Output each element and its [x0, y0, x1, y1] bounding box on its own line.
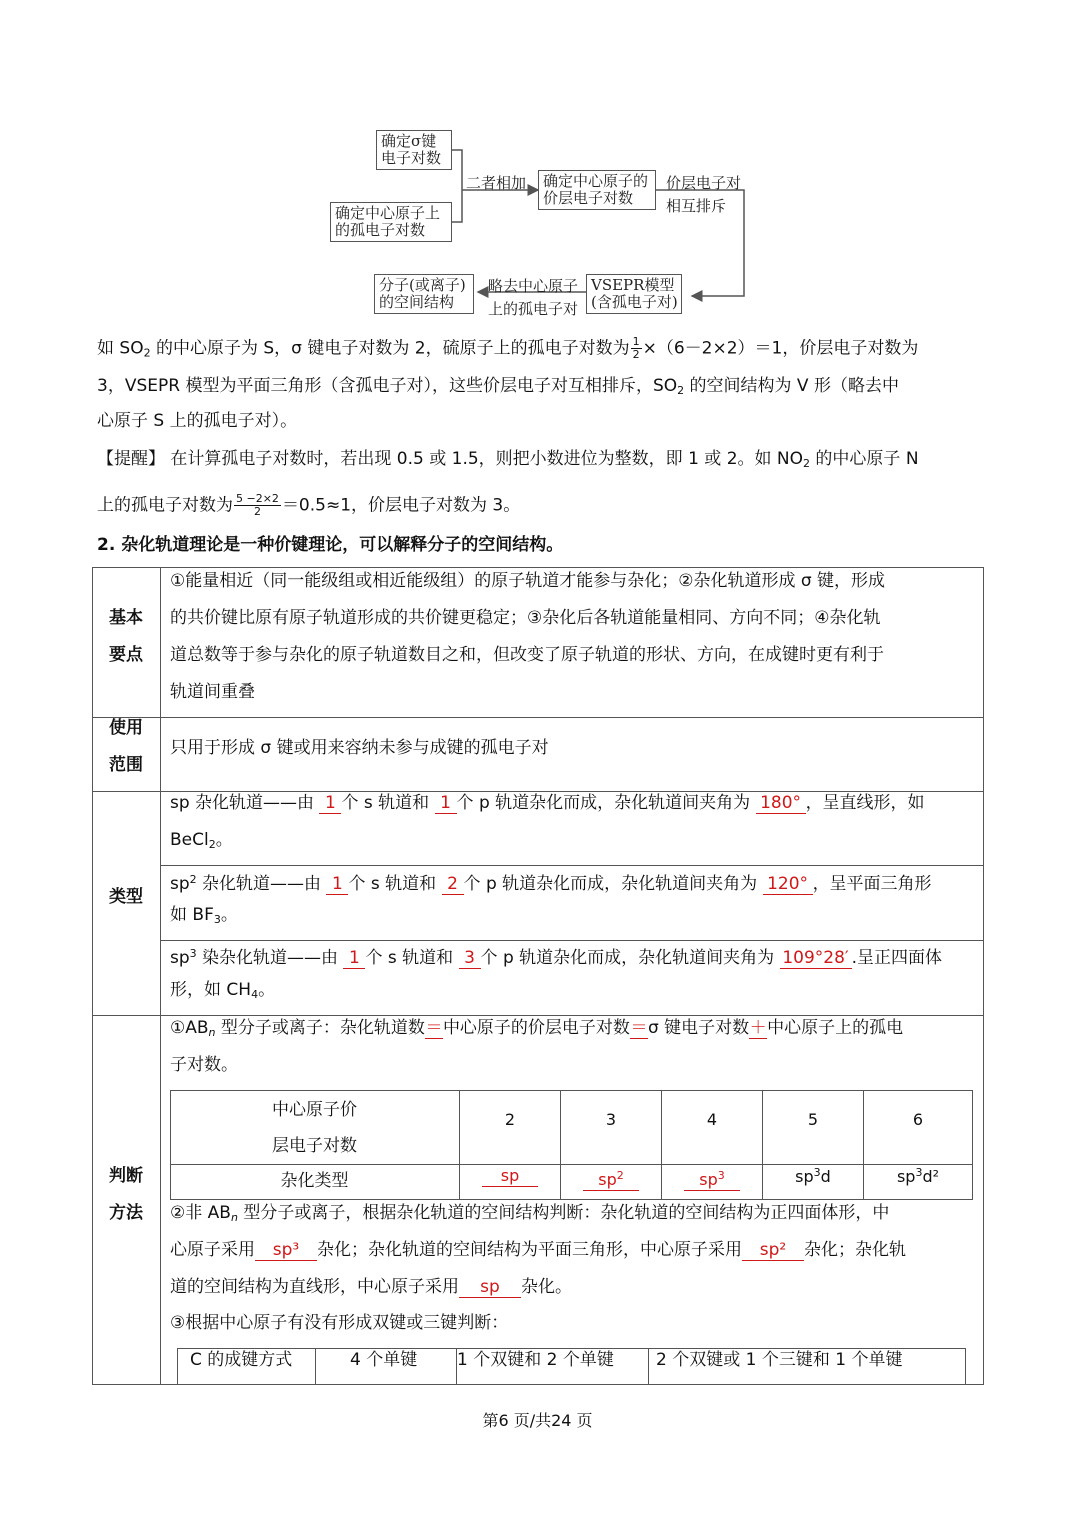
row-header-text: 判断 [109, 1166, 143, 1186]
sp2-text: ，呈平面三角形 [812, 874, 932, 894]
type-base: sp [896, 1167, 916, 1186]
type-tail: d² [922, 1167, 940, 1186]
sp-text: 个 s 轨道和 [341, 793, 430, 813]
row-header-method [92, 1158, 160, 1232]
flow-label-add: 二者相加 [466, 174, 527, 192]
flow-box-sigma-line1: 确定σ键 [381, 132, 437, 150]
sp3-text: sp [170, 948, 190, 968]
flow-box-valence-line2: 价层电子对数 [543, 189, 634, 207]
rule2-text: 型分子或离子，根据杂化轨道的空间结构判断：杂化轨道的空间结构为正四面体形，中 [237, 1203, 890, 1223]
type-sup: 3 [915, 1166, 923, 1179]
tip-line2 [97, 493, 520, 518]
tip-text: ＝0.5≈1，价层电子对数为 3。 [281, 495, 521, 516]
rule1-text: 中心原子的价层电子对数 [442, 1018, 630, 1038]
answer-blank: 1 [326, 874, 348, 895]
inner-header-label [170, 1092, 459, 1164]
rule2-text: 杂化；杂化轨道的空间结构为平面三角形，中心原子采用 [317, 1240, 742, 1260]
para1-text: 的空间结构为 V 形（略去中 [684, 376, 899, 396]
row-header-types: 类型 [109, 887, 143, 907]
fraction-denominator: 2 [253, 505, 261, 518]
basic-line-2: 的共价键比原有原子轨道形成的共价键更稳定；③杂化后各轨道能量相同、方向不同；④杂化轨 [170, 608, 881, 628]
bond-border [648, 1348, 649, 1384]
fraction-numerator: 1 [632, 335, 640, 348]
para1-text: 的中心原子为 S，σ 键电子对数为 2，硫原子上的孤电子对数为 [150, 338, 630, 359]
rule1-line-1 [170, 1010, 903, 1051]
sp-text: BeCl [170, 830, 209, 850]
rule1-text: 型分子或离子：杂化轨道数 [215, 1018, 425, 1038]
flow-box-vsepr-line1: VSEPR模型 [591, 276, 675, 294]
section-2-title: 2. 杂化轨道理论是一种价键理论，可以解释分子的空间结构。 [97, 535, 564, 555]
flow-box-shape-line1: 分子(或离子) [379, 276, 466, 294]
rule2-text: 杂化。 [521, 1277, 572, 1297]
hybrid-type-cell [763, 1166, 863, 1186]
bond-cell: 2 个双键或 1 个三键和 1 个单键 [656, 1350, 903, 1370]
type-base: sp [500, 1166, 520, 1185]
flow-box-vsepr [586, 274, 682, 314]
row-header-text: 基本 [109, 608, 143, 628]
rule1-text: ①AB [170, 1018, 209, 1038]
answer-blank: sp³ [255, 1240, 317, 1261]
para1-line3: 心原子 S 上的孤电子对）。 [97, 411, 298, 431]
fraction-denominator: 2 [632, 348, 640, 361]
answer-blank: ＝ [630, 1018, 648, 1038]
answer-blank: sp² [742, 1240, 804, 1261]
answer-blank: 1 [319, 793, 341, 814]
para1-sub: 2 [677, 384, 685, 397]
flow-box-shape-line2: 的空间结构 [379, 293, 455, 311]
para1-sub: 2 [143, 346, 151, 360]
hybrid-type-cell [561, 1166, 661, 1191]
type-base: sp [598, 1170, 617, 1189]
flow-box-lone-line2: 的孤电子对数 [335, 221, 426, 239]
sp2-text: 个 s 轨道和 [348, 874, 437, 894]
rule1-text: σ 键电子对数 [647, 1018, 750, 1038]
answer-blank: ＋ [749, 1018, 767, 1038]
rule2-line-1 [170, 1195, 889, 1236]
answer-blank: sp [459, 1277, 521, 1298]
para1-text: 3，VSEPR 模型为平面三角形（含孤电子对），这些价层电子对互相排斥，SO [97, 376, 678, 396]
sp3-text: 形，如 CH [170, 980, 252, 1000]
rule1-text: 中心原子上的孤电 [767, 1018, 904, 1038]
sp2-line-2 [170, 897, 238, 938]
hybrid-type-cell [460, 1166, 560, 1187]
answer-blank: 109°28′ [780, 948, 852, 969]
sp-text: 个 p 轨道杂化而成，杂化轨道间夹角为 [456, 793, 751, 813]
inner-border [972, 1090, 973, 1200]
rule2-text: 杂化；杂化轨 [804, 1240, 906, 1260]
tip-sub: 2 [803, 457, 811, 470]
sp2-text: 个 p 轨道杂化而成，杂化轨道间夹角为 [463, 874, 758, 894]
sp2-text: 如 BF [170, 905, 214, 925]
answer-blank: 180° [756, 793, 806, 814]
flow-label-repel-2: 相互排斥 [666, 197, 727, 215]
table-border [160, 567, 161, 1385]
rule1-sub: n [208, 1026, 216, 1039]
bond-border [965, 1348, 966, 1384]
rule2-line-2 [170, 1232, 906, 1269]
para1-line1 [97, 336, 918, 366]
flow-label-remove-1: 略去中心原子 [488, 277, 579, 295]
flow-box-lone-pairs [330, 202, 452, 242]
sp-sub: 2 [208, 838, 216, 851]
row-header-text: 范围 [109, 755, 143, 775]
fraction-numerator: 5 −2×2 [236, 492, 279, 505]
row-header-text: 要点 [109, 645, 143, 665]
row-header-text: 方法 [109, 1203, 143, 1223]
sp-line-2 [170, 822, 233, 863]
bond-border [177, 1348, 178, 1384]
row-header-text: 使用 [109, 718, 143, 738]
rule2-text: 心原子采用 [170, 1240, 255, 1260]
answer-blank [583, 1166, 639, 1191]
count-cell: 4 [706, 1110, 718, 1129]
sp2-text: sp [170, 874, 190, 894]
sp-text: 。 [215, 830, 233, 850]
count-cell: 6 [912, 1110, 924, 1129]
tip-text: 在计算孤电子对数时，若出现 0.5 或 1.5，则把小数进位为整数，即 1 或 2。如 NO [165, 449, 804, 469]
sp3-text: .呈正四面体 [851, 948, 942, 968]
sp3-text: 。 [258, 980, 276, 1000]
inner-header-text: 中心原子价 [272, 1100, 357, 1120]
count-cell: 5 [807, 1110, 819, 1129]
bond-cell: C 的成键方式 [190, 1350, 293, 1370]
sp3-text: 个 p 轨道杂化而成，杂化轨道间夹角为 [480, 948, 775, 968]
rule2-line-3 [170, 1269, 572, 1306]
flow-label-repel-1: 价层电子对 [666, 174, 742, 192]
flow-box-lone-line1: 确定中心原子上 [335, 204, 441, 222]
rule1-line-2: 子对数。 [170, 1055, 238, 1075]
sp-text: ，呈直线形，如 [805, 793, 925, 813]
tip-line1 [97, 447, 919, 476]
basic-line-3: 道总数等于参与杂化的原子轨道数目之和，但改变了原子轨道的形状、方向，在成键时更有利于 [170, 645, 884, 665]
fraction-half [631, 336, 642, 361]
sp2-line-1 [170, 861, 932, 903]
flow-label-remove-2: 上的孤电子对 [488, 300, 579, 318]
sp3-line-1 [170, 935, 942, 977]
type-base: sp [795, 1167, 814, 1186]
tip-label: 【提醒】 [97, 449, 165, 469]
hybrid-type-cell [662, 1166, 762, 1191]
inner-border [170, 1164, 973, 1165]
sp3-line-2 [170, 972, 275, 1013]
table-border [983, 567, 984, 1385]
type-base: sp [699, 1170, 718, 1189]
type-tail: d [820, 1167, 831, 1186]
sp2-text: 杂化轨道——由 [196, 874, 322, 894]
answer-blank [482, 1166, 538, 1187]
bond-cell: 1 个双键和 2 个单键 [457, 1350, 614, 1370]
type-label: 杂化类型 [280, 1171, 349, 1191]
table-border [92, 1384, 984, 1385]
flow-box-shape [374, 274, 474, 314]
type-sup: 3 [813, 1166, 821, 1179]
row-header-basic [92, 600, 160, 674]
answer-blank: 3 [459, 948, 481, 969]
tip-text: 的中心原子 N [810, 449, 919, 469]
rule2-text: ②非 AB [170, 1203, 231, 1223]
sp3-text: 个 s 轨道和 [365, 948, 454, 968]
rule2-sub: n [230, 1211, 238, 1224]
basic-line-4: 轨道间重叠 [170, 682, 255, 702]
sp3-text: 染杂化轨道——由 [196, 948, 339, 968]
sp-text: sp 杂化轨道——由 [170, 793, 315, 813]
inner-border [170, 1090, 973, 1091]
answer-blank: 1 [435, 793, 457, 814]
inner-header-text: 层电子对数 [272, 1136, 357, 1156]
table-border [92, 567, 93, 1385]
type-sup: 3 [717, 1169, 725, 1182]
count-cell: 3 [605, 1110, 617, 1129]
para1-line2 [97, 374, 899, 403]
flow-box-vsepr-line2: (含孤电子对) [591, 293, 678, 311]
basic-line-1: ①能量相近（同一能级组或相近能级组）的原子轨道才能参与杂化；②杂化轨道形成 σ 键，形成 [170, 571, 886, 591]
para1-text: ×（6－2×2）＝1，价层电子对数为 [642, 338, 919, 359]
rule3-line: ③根据中心原子有没有形成双键或三键判断： [170, 1313, 509, 1333]
answer-blank: 120° [763, 874, 813, 895]
fraction-lone-pairs [234, 493, 281, 518]
hybrid-type-cell [864, 1166, 972, 1186]
sp2-text: 。 [220, 905, 238, 925]
sp2-sup: 2 [189, 873, 197, 886]
table-border [92, 717, 984, 718]
answer-blank: ＝ [425, 1018, 443, 1038]
sp3-sup: 3 [189, 947, 197, 960]
answer-blank: 1 [343, 948, 365, 969]
type-sup: 2 [616, 1169, 624, 1182]
row-header-scope [92, 710, 160, 784]
sp2-sub: 3 [213, 913, 221, 926]
bond-cell: 4 个单键 [350, 1350, 418, 1370]
answer-blank [684, 1166, 740, 1191]
bond-border [315, 1348, 316, 1384]
answer-blank: 2 [442, 874, 464, 895]
sp3-sub: 4 [251, 988, 259, 1001]
flow-box-sigma [376, 130, 452, 170]
rule2-text: 道的空间结构为直线形，中心原子采用 [170, 1277, 459, 1297]
tip-text: 上的孤电子对数为 [97, 495, 233, 516]
sp-line-1 [170, 785, 925, 822]
scope-text: 只用于形成 σ 键或用来容纳未参与成键的孤电子对 [170, 738, 549, 758]
para1-text: 如 SO [97, 338, 144, 359]
count-cell: 2 [504, 1110, 516, 1129]
flow-box-valence [538, 170, 656, 210]
page-footer: 第6 页/共24 页 [482, 1411, 593, 1430]
flow-box-sigma-line2: 电子对数 [381, 149, 442, 167]
flow-box-valence-line1: 确定中心原子的 [543, 172, 649, 190]
